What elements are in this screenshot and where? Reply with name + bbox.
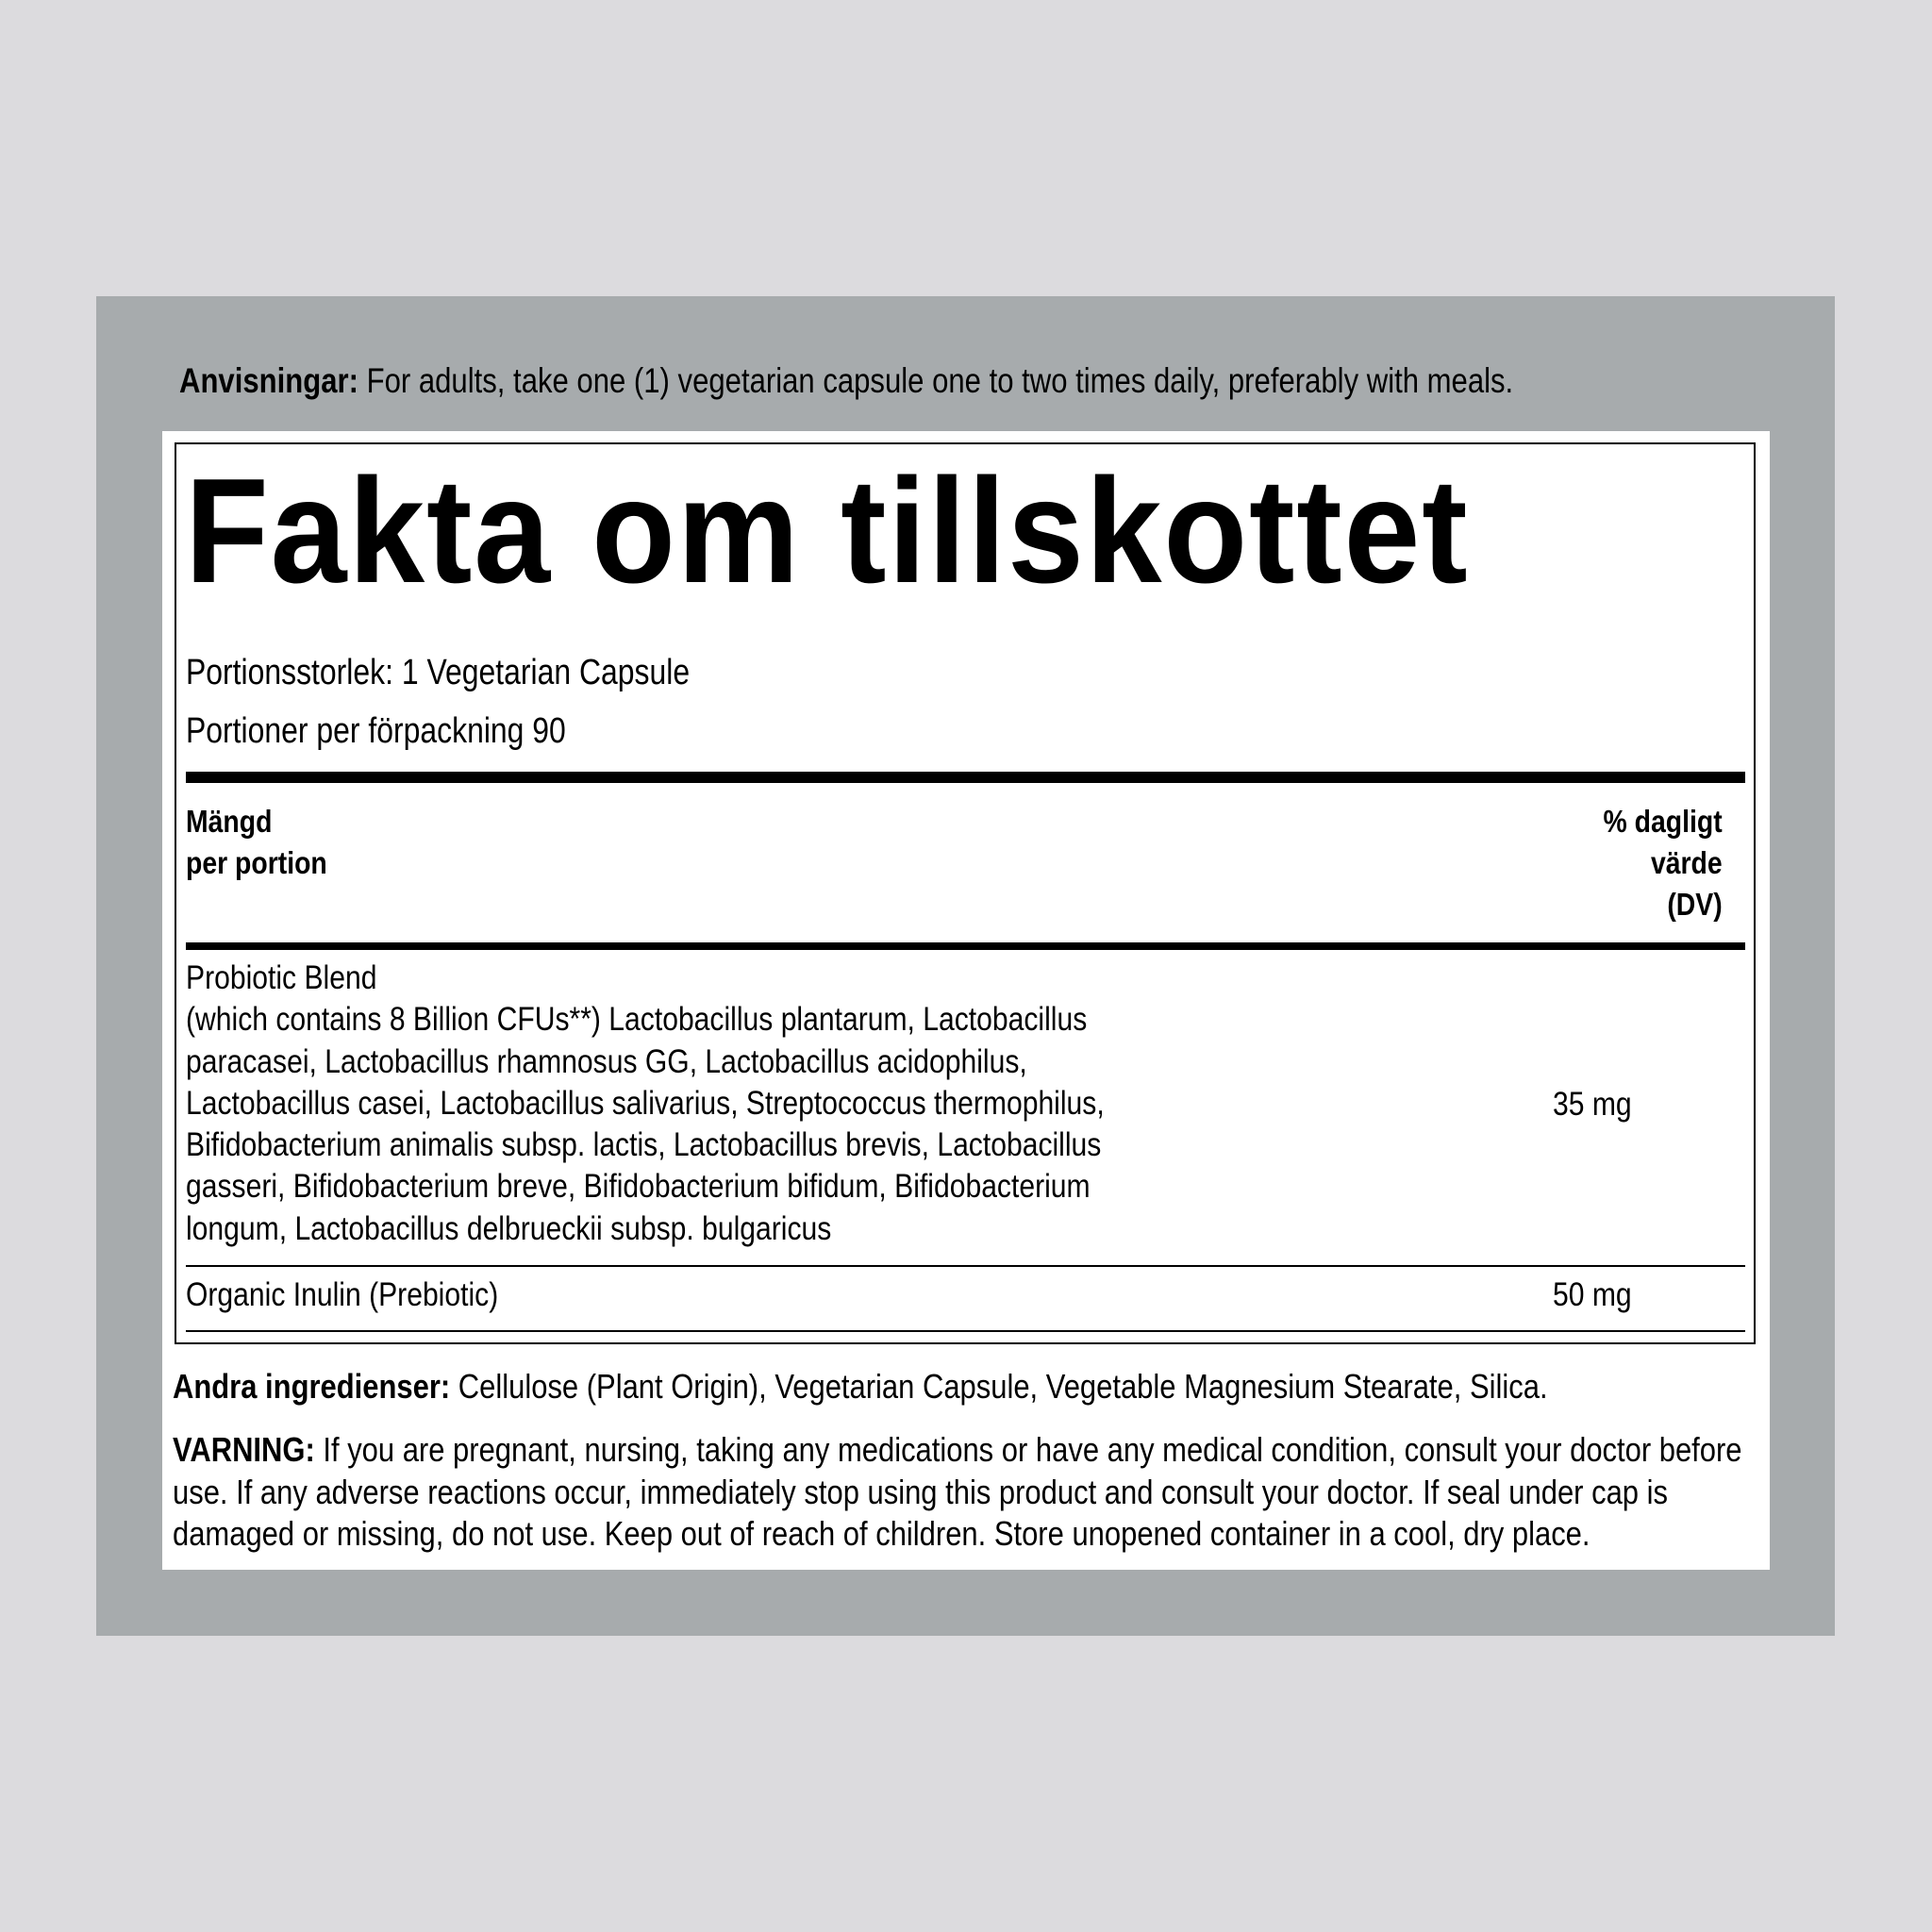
ingredient-amount-organic-inulin: 50 mg xyxy=(1553,1276,1632,1313)
ingredient-name: Probiotic Blend xyxy=(186,959,377,996)
warning xyxy=(173,1429,1742,1556)
header-left-line-1: Mängd xyxy=(186,804,273,839)
ingredient-name: Organic Inulin (Prebiotic) xyxy=(186,1276,499,1313)
ingredient-amount-probiotic-blend: 35 mg xyxy=(1553,1086,1632,1123)
thick-divider-top xyxy=(186,772,1745,783)
ingredient-description-line: longum, Lactobacillus delbrueckii subsp. bulgaricus xyxy=(186,1209,832,1247)
facts-title: Fakta om tillskottet xyxy=(185,448,1470,614)
ingredient-row-probiotic-blend xyxy=(186,958,1105,1250)
ingredient-description-line: Lactobacillus casei, Lactobacillus salivarius, Streptococcus thermophilus, xyxy=(186,1084,1105,1122)
serving-size: Portionsstorlek: 1 Vegetarian Capsule xyxy=(186,653,691,692)
warning-line-3: damaged or missing, do not use. Keep out of reach of children. Store unopened container in a cool, dry place. xyxy=(173,1514,1591,1553)
other-ingredients-label: Andra ingredienser: xyxy=(173,1367,451,1406)
servings-per-container: Portioner per förpackning 90 xyxy=(186,711,566,751)
header-right-line-1: % dagligt xyxy=(1603,804,1723,839)
ingredient-description-line: Bifidobacterium animalis subsp. lactis, Lactobacillus brevis, Lactobacillus xyxy=(186,1126,1102,1164)
header-left-line-2: per portion xyxy=(186,845,327,880)
warning-line-2: use. If any adverse reactions occur, immediately stop using this product and consult your doctor. If seal under cap is xyxy=(173,1472,1668,1511)
daily-value-header xyxy=(1604,801,1723,925)
amount-per-serving-header xyxy=(186,801,327,884)
header-right-line-3: (DV) xyxy=(1667,887,1723,922)
other-ingredients-text: Cellulose (Plant Origin), Vegetarian Capsule, Vegetable Magnesium Stearate, Silica. xyxy=(450,1367,1548,1406)
warning-line-1: If you are pregnant, nursing, taking any medications or have any medical condition, consult your doctor before xyxy=(314,1430,1742,1469)
ingredient-description-line: paracasei, Lactobacillus rhamnosus GG, Lactobacillus acidophilus, xyxy=(186,1042,1027,1080)
directions-text: For adults, take one (1) vegetarian capsule one to two times daily, preferably with meals. xyxy=(358,361,1514,400)
directions xyxy=(179,357,1513,406)
ingredient-description-line: (which contains 8 Billion CFUs**) Lactobacillus plantarum, Lactobacillus xyxy=(186,1001,1088,1039)
thin-divider-bottom xyxy=(186,1330,1745,1332)
ingredient-description-line: gasseri, Bifidobacterium breve, Bifidobacterium bifidum, Bifidobacterium xyxy=(186,1168,1091,1206)
thin-divider-ingredients xyxy=(186,1265,1745,1267)
ingredient-row-organic-inulin xyxy=(186,1274,498,1316)
header-right-line-2: värde xyxy=(1651,845,1723,880)
other-ingredients xyxy=(173,1366,1548,1408)
warning-label: VARNING: xyxy=(173,1430,315,1469)
directions-label: Anvisningar: xyxy=(179,361,358,400)
thick-divider-header xyxy=(186,942,1745,950)
